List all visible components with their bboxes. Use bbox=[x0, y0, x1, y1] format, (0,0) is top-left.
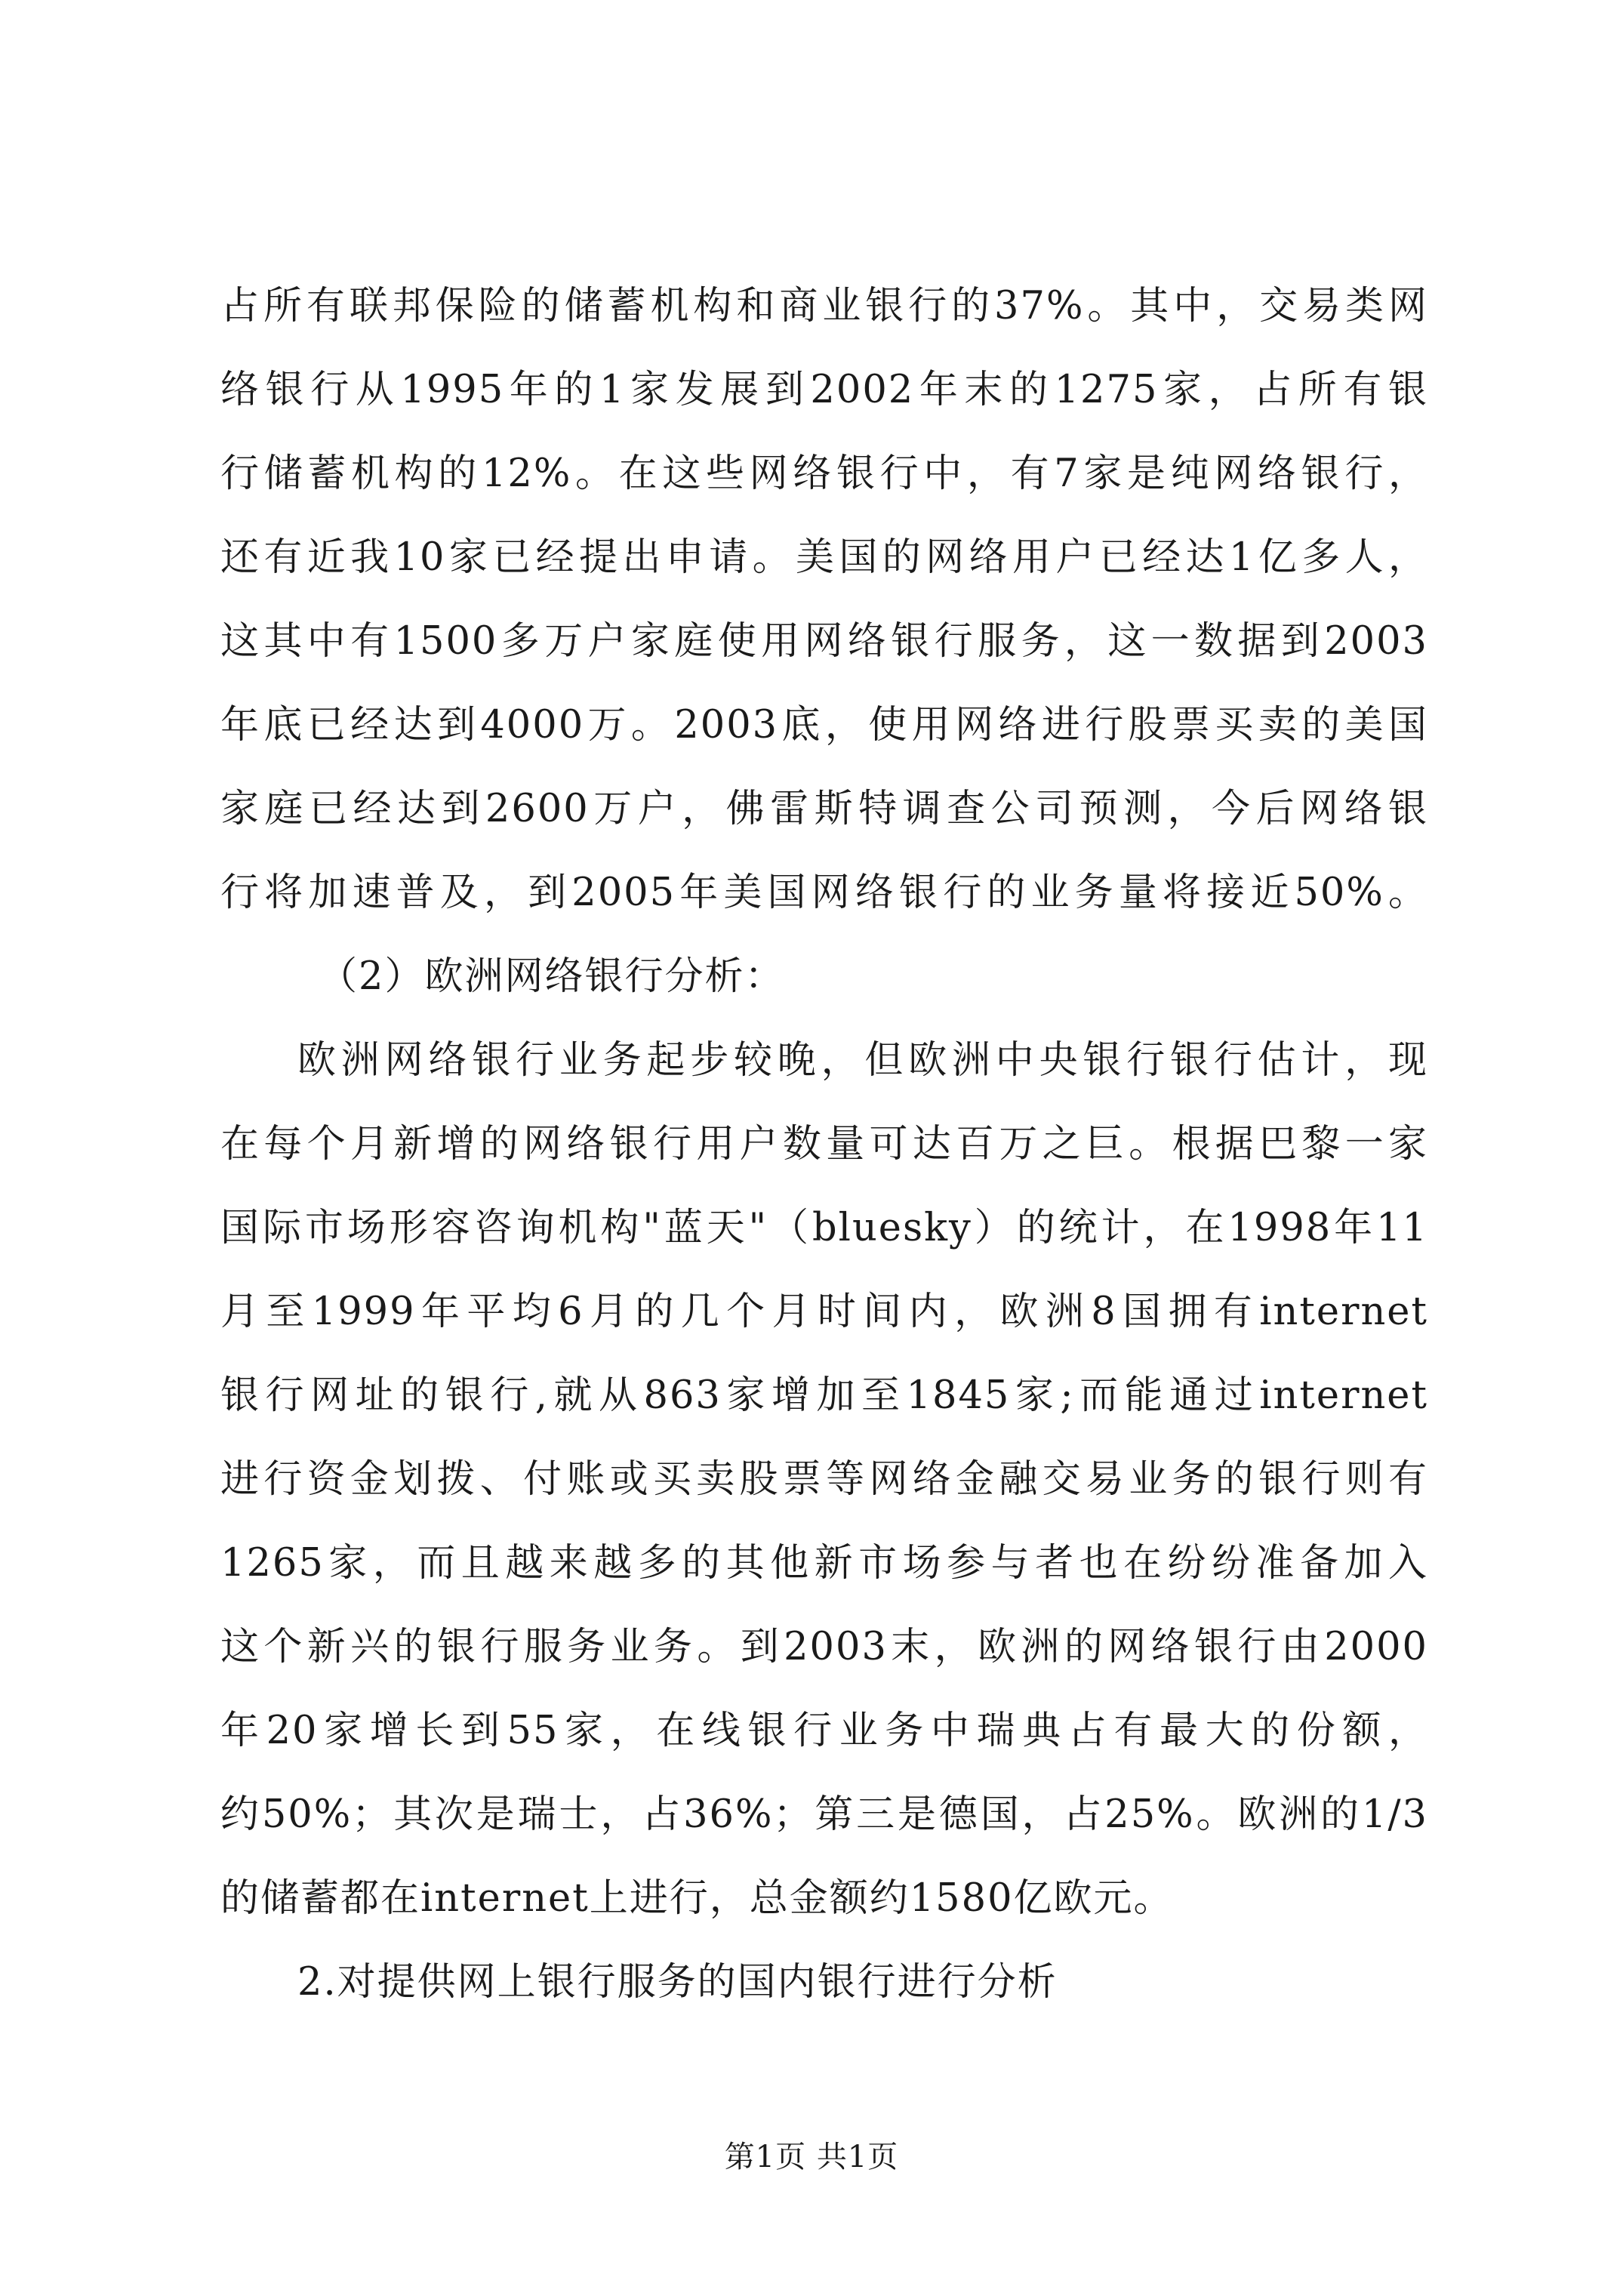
paragraph-line: 年20家增长到55家，在线银行业务中瑞典占有最大的份额， bbox=[220, 1709, 1428, 1753]
paragraph-line: 进行资金划拨、付账或买卖股票等网络金融交易业务的银行则有 bbox=[220, 1457, 1428, 1502]
paragraph-line: 这个新兴的银行服务业务。到2003末，欧洲的网络银行由2000 bbox=[220, 1625, 1428, 1669]
paragraph-line: 的储蓄都在internet上进行，总金额约1580亿欧元。 bbox=[220, 1876, 1174, 1921]
paragraph-line: 在每个月新增的网络银行用户数量可达百万之巨。根据巴黎一家 bbox=[220, 1122, 1428, 1166]
paragraph-line: 络银行从1995年的1家发展到2002年末的1275家，占所有银 bbox=[220, 368, 1428, 412]
document-body bbox=[220, 264, 1428, 2024]
paragraph-line: 1265家，而且越来越多的其他新市场参与者也在纷纷准备加入 bbox=[220, 1541, 1428, 1586]
paragraph-line: 银行网址的银行,就从863家增加至1845家;而能通过internet bbox=[220, 1373, 1428, 1418]
paragraph-line: 国际市场形容咨询机构"蓝天"（bluesky）的统计，在1998年11 bbox=[220, 1206, 1428, 1250]
paragraph-line: 约50%；其次是瑞士，占36%；第三是德国，占25%。欧洲的1/3 bbox=[220, 1792, 1428, 1837]
paragraph-line: 占所有联邦保险的储蓄机构和商业银行的37%。其中，交易类网 bbox=[220, 284, 1428, 328]
paragraph-line: 行储蓄机构的12%。在这些网络银行中，有7家是纯网络银行， bbox=[220, 451, 1428, 496]
section-heading: （2）欧洲网络银行分析： bbox=[319, 954, 785, 999]
section-heading: 2.对提供网上银行服务的国内银行进行分析 bbox=[297, 1960, 1058, 2005]
paragraph-line: 年底已经达到4000万。2003底，使用网络进行股票买卖的美国 bbox=[220, 703, 1428, 747]
paragraph-line: 行将加速普及，到2005年美国网络银行的业务量将接近50%。 bbox=[220, 871, 1428, 915]
paragraph-line: 月至1999年平均6月的几个月时间内，欧洲8国拥有internet bbox=[220, 1290, 1428, 1334]
paragraph-line: 这其中有1500多万户家庭使用网络银行服务，这一数据到2003 bbox=[220, 619, 1428, 664]
paragraph-line: 欧洲网络银行业务起步较晚，但欧洲中央银行银行估计，现 bbox=[297, 1038, 1428, 1083]
paragraph-line: 家庭已经达到2600万户，佛雷斯特调查公司预测，今后网络银 bbox=[220, 787, 1428, 831]
page-footer: 第1页 共1页 bbox=[724, 2140, 899, 2174]
paragraph-line: 还有近我10家已经提出申请。美国的网络用户已经达1亿多人， bbox=[220, 535, 1428, 580]
